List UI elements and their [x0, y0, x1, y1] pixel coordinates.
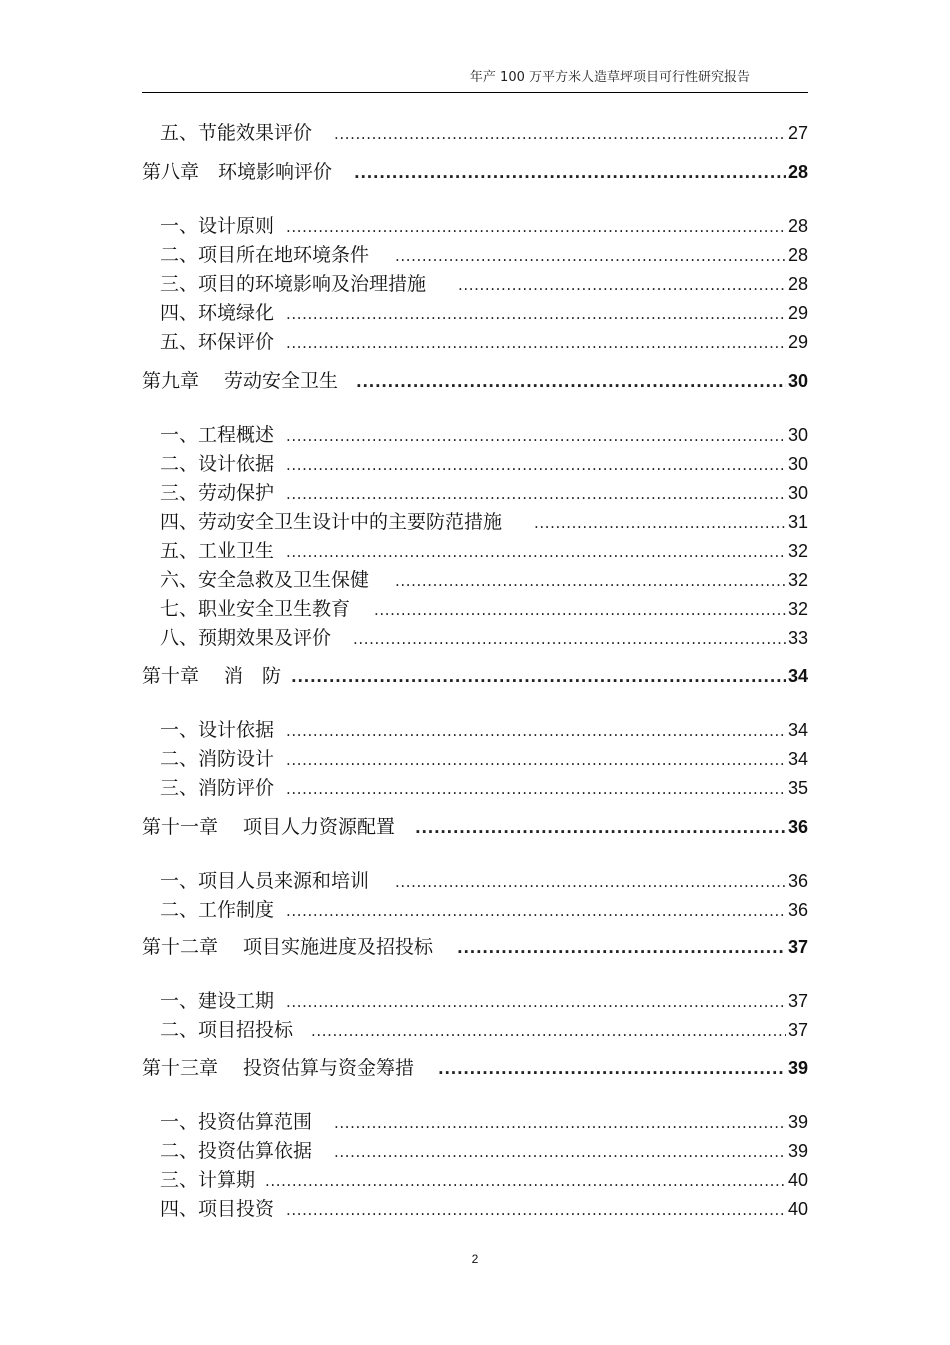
toc-leader-dots [286, 427, 786, 445]
toc-leader-dots [395, 572, 786, 590]
toc-entry-title: 二、消防设计 [160, 748, 275, 770]
toc-page-number: 30 [787, 454, 808, 474]
toc-leader-dots [356, 373, 786, 391]
toc-entry-title: 第十二章 项目实施进度及招投标 [142, 936, 434, 958]
toc-leader-dots [286, 993, 786, 1011]
toc-leader-dots [286, 751, 786, 769]
toc-page-number: 29 [787, 303, 808, 323]
toc-section-row [142, 269, 808, 296]
toc-section-row [142, 1015, 808, 1042]
toc-section-row [142, 866, 808, 893]
toc-entry-title: 一、设计原则 [160, 215, 275, 237]
toc-leader-dots [534, 514, 786, 532]
toc-entry-title: 第十三章 投资估算与资金筹措 [142, 1057, 415, 1079]
toc-section-row [142, 211, 808, 238]
toc-leader-dots [311, 1022, 786, 1040]
toc-page-number: 31 [787, 512, 808, 532]
toc-entry-title: 一、项目人员来源和培训 [160, 870, 370, 892]
toc-page-number: 33 [787, 628, 808, 648]
toc-chapter-row [142, 932, 808, 959]
toc-chapter-row [142, 157, 808, 184]
toc-page-number: 39 [787, 1141, 808, 1161]
toc-entry-title: 四、项目投资 [160, 1198, 275, 1220]
toc-entry-title: 三、项目的环境影响及治理措施 [160, 273, 427, 295]
toc-page-number: 30 [787, 425, 808, 445]
toc-section-row [142, 327, 808, 354]
toc-page-number: 32 [787, 570, 808, 590]
toc-page-number: 28 [787, 245, 808, 265]
toc-leader-dots [354, 164, 786, 182]
toc-entry-title: 一、建设工期 [160, 990, 275, 1012]
toc-leader-dots [286, 456, 786, 474]
toc-page-number: 27 [787, 123, 808, 143]
toc-leader-dots [286, 305, 786, 323]
toc-section-row [142, 623, 808, 650]
toc-section-row [142, 773, 808, 800]
toc-entry-title: 四、劳动安全卫生设计中的主要防范措施 [160, 511, 503, 533]
toc-leader-dots [458, 276, 786, 294]
toc-entry-title: 五、节能效果评价 [160, 122, 313, 144]
toc-page-number: 37 [787, 937, 808, 957]
toc-leader-dots [415, 819, 786, 837]
toc-page-number: 40 [787, 1170, 808, 1190]
toc-leader-dots [265, 1172, 786, 1190]
toc-page-number: 28 [787, 162, 808, 182]
toc-section-row [142, 478, 808, 505]
toc-section-row [142, 986, 808, 1013]
toc-leader-dots [286, 543, 786, 561]
toc-entry-title: 三、消防评价 [160, 777, 275, 799]
toc-page-number: 29 [787, 332, 808, 352]
toc-section-row [142, 1107, 808, 1134]
toc-entry-title: 第十一章 项目人力资源配置 [142, 816, 396, 838]
toc-section-row [142, 565, 808, 592]
toc-page-number: 30 [787, 371, 808, 391]
toc-page-number: 28 [787, 274, 808, 294]
toc-entry-title: 第九章 劳动安全卫生 [142, 370, 339, 392]
toc-section-row [142, 118, 808, 145]
header-rule [142, 92, 808, 93]
toc-section-row [142, 594, 808, 621]
page-number: 2 [471, 1252, 479, 1266]
toc-page-number: 36 [787, 817, 808, 837]
toc-page-number: 39 [787, 1112, 808, 1132]
toc-page-number: 32 [787, 541, 808, 561]
toc-page-number: 36 [787, 871, 808, 891]
toc-section-row [142, 1165, 808, 1192]
toc-page-number: 34 [787, 666, 808, 686]
toc-leader-dots [334, 1114, 786, 1132]
toc-section-row [142, 1136, 808, 1163]
toc-leader-dots [286, 334, 786, 352]
running-header: 年产 100 万平方米人造草坪项目可行性研究报告 [469, 70, 750, 85]
toc-leader-dots [334, 125, 786, 143]
toc-entry-title: 二、工作制度 [160, 899, 275, 921]
toc-page-number: 34 [787, 749, 808, 769]
toc-leader-dots [353, 630, 786, 648]
toc-chapter-row [142, 661, 808, 688]
toc-page-number: 34 [787, 720, 808, 740]
toc-page-number: 37 [787, 991, 808, 1011]
toc-section-row [142, 449, 808, 476]
toc-section-row [142, 895, 808, 922]
toc-section-row [142, 298, 808, 325]
toc-section-row [142, 536, 808, 563]
toc-entry-title: 三、计算期 [160, 1169, 256, 1191]
toc-section-row [142, 240, 808, 267]
toc-page-number: 40 [787, 1199, 808, 1219]
toc-entry-title: 四、环境绿化 [160, 302, 275, 324]
toc-entry-title: 一、设计依据 [160, 719, 275, 741]
toc-leader-dots [286, 485, 786, 503]
toc-leader-dots [438, 1060, 786, 1078]
toc-entry-title: 五、工业卫生 [160, 540, 275, 562]
toc-page-number: 32 [787, 599, 808, 619]
toc-page-number: 36 [787, 900, 808, 920]
toc-chapter-row [142, 1053, 808, 1080]
toc-leader-dots [286, 722, 786, 740]
toc-leader-dots [286, 780, 786, 798]
toc-section-row [142, 715, 808, 742]
toc-leader-dots [286, 1201, 786, 1219]
toc-entry-title: 第八章 环境影响评价 [142, 161, 333, 183]
toc-entry-title: 三、劳动保护 [160, 482, 275, 504]
toc-entry-title: 五、环保评价 [160, 331, 275, 353]
toc-leader-dots [457, 939, 786, 957]
toc-leader-dots [286, 218, 786, 236]
toc-section-row [142, 420, 808, 447]
toc-section-row [142, 507, 808, 534]
toc-leader-dots [395, 873, 786, 891]
toc-page-number: 30 [787, 483, 808, 503]
toc-entry-title: 二、项目所在地环境条件 [160, 244, 370, 266]
toc-entry-title: 第十章 消 防 [142, 665, 282, 687]
toc-entry-title: 二、项目招投标 [160, 1019, 294, 1041]
toc-section-row [142, 1194, 808, 1221]
toc-leader-dots [395, 247, 786, 265]
toc-page-number: 37 [787, 1020, 808, 1040]
toc-page-number: 39 [787, 1058, 808, 1078]
toc-chapter-row [142, 366, 808, 393]
toc-leader-dots [334, 1143, 786, 1161]
toc-entry-title: 一、工程概述 [160, 424, 275, 446]
toc-entry-title: 六、安全急救及卫生保健 [160, 569, 370, 591]
toc-entry-title: 二、设计依据 [160, 453, 275, 475]
toc-leader-dots [286, 902, 786, 920]
toc-page-number: 28 [787, 216, 808, 236]
toc-entry-title: 一、投资估算范围 [160, 1111, 313, 1133]
toc-leader-dots [291, 668, 786, 686]
toc-page-number: 35 [787, 778, 808, 798]
toc-entry-title: 七、职业安全卫生教育 [160, 598, 351, 620]
toc-section-row [142, 744, 808, 771]
toc-entry-title: 八、预期效果及评价 [160, 627, 332, 649]
toc-leader-dots [374, 601, 786, 619]
toc-chapter-row [142, 812, 808, 839]
toc-entry-title: 二、投资估算依据 [160, 1140, 313, 1162]
